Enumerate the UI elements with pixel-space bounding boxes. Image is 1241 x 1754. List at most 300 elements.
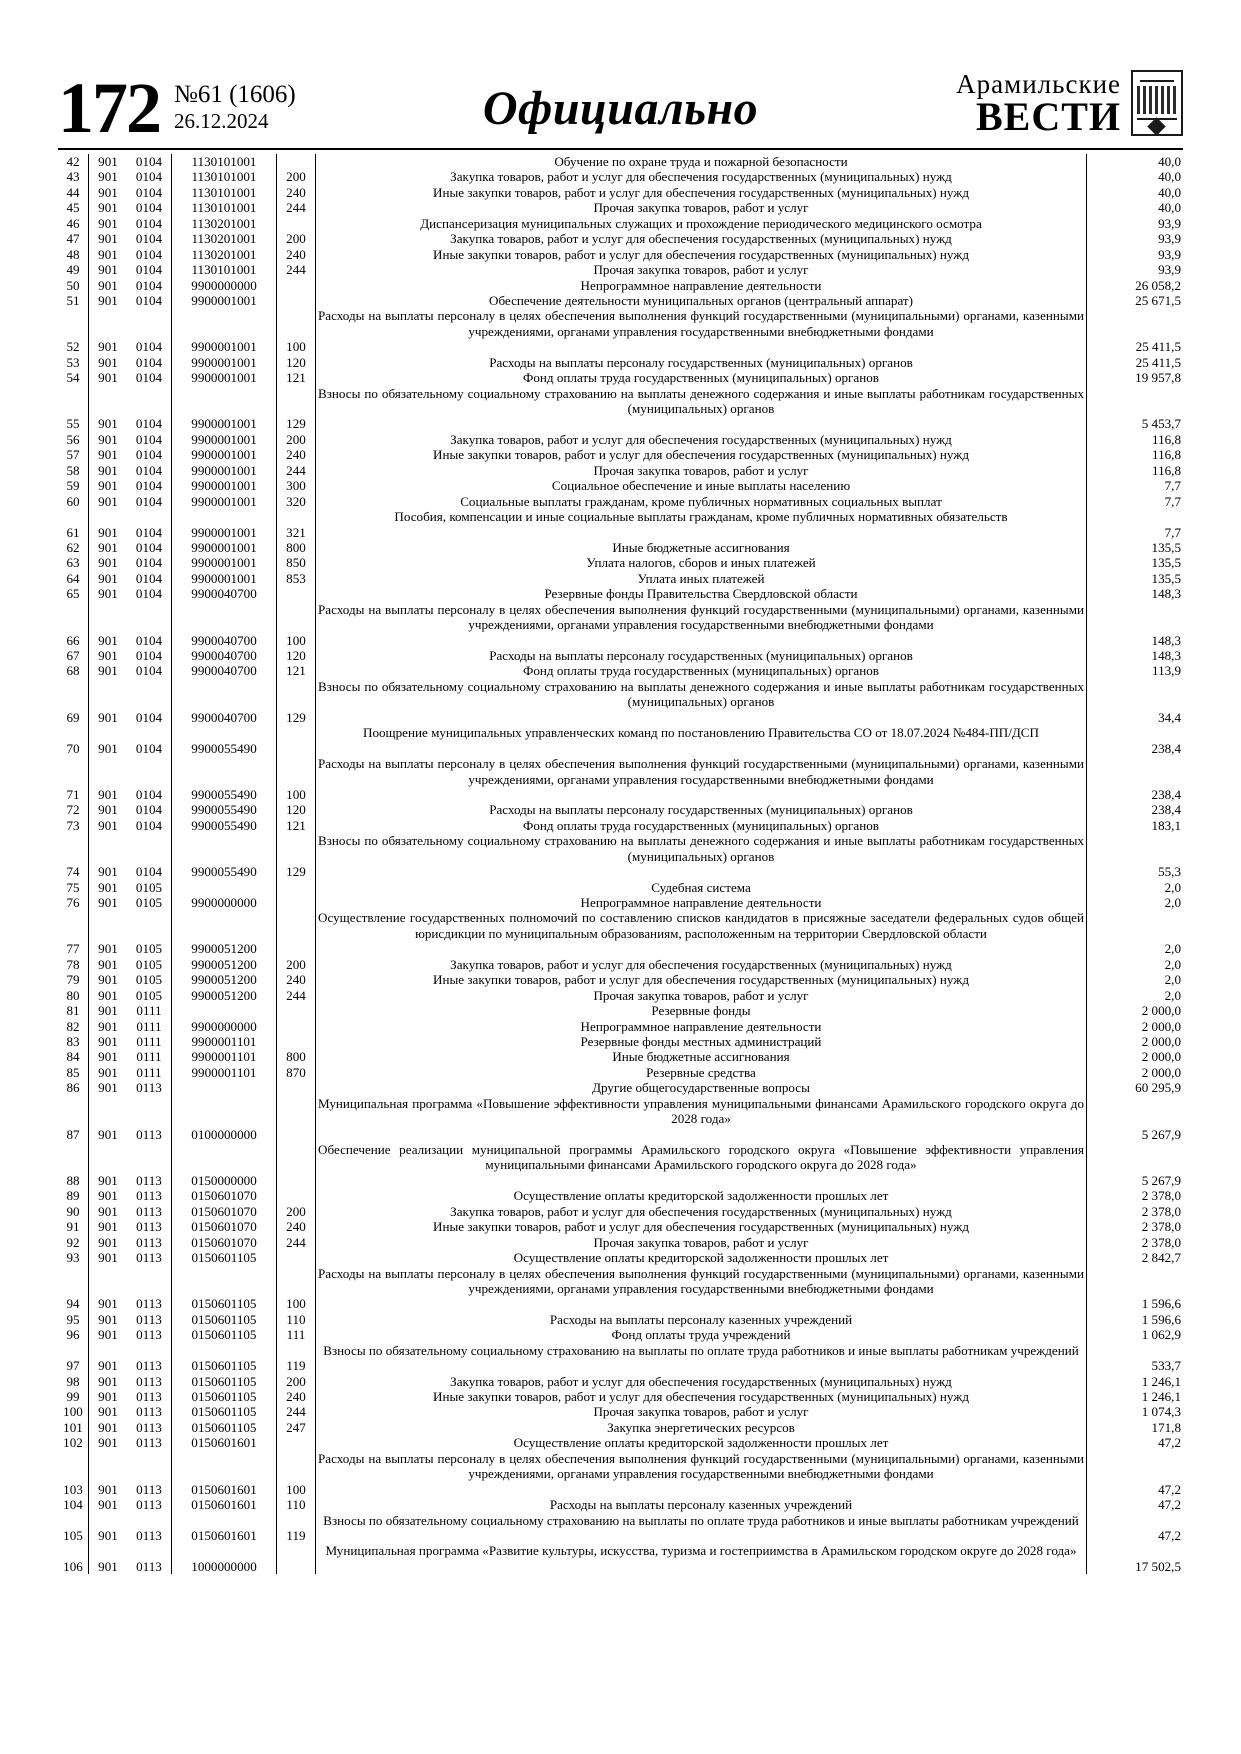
cell-number: 71 — [58, 787, 89, 802]
cell-razdel: 0105 — [127, 895, 172, 910]
cell-sum: 1 074,3 — [1087, 1404, 1184, 1419]
cell-razdel: 0113 — [127, 1497, 172, 1512]
cell-name: Социальные выплаты гражданам, кроме публичных нормативных социальных выплат — [460, 493, 942, 509]
cell-sum: 238,4 — [1087, 787, 1184, 802]
cell-name: Фонд оплаты труда государственных (муниципальных) органов — [523, 663, 879, 679]
cell-vid: 200 — [277, 1374, 316, 1389]
cell-vedomstvo: 901 — [98, 864, 118, 880]
cell-vedomstvo: 901 — [98, 632, 118, 648]
cell-name: Муниципальная программа «Развитие культуры, искусства, туризма и гостеприимства в Арамильском городском округе до 2028 года» — [325, 1543, 1077, 1559]
cell-vid — [277, 1188, 316, 1203]
cell-sum: 40,0 — [1087, 169, 1184, 184]
cell-razdel: 0113 — [127, 1404, 172, 1419]
cell-vid: 240 — [277, 247, 316, 262]
cell-razdel: 0104 — [127, 169, 172, 184]
cell-vid: 240 — [277, 972, 316, 987]
cell-sum: 26 058,2 — [1087, 278, 1184, 293]
cell-vedomstvo — [89, 308, 128, 339]
cell-sum: 17 502,5 — [1087, 1559, 1184, 1574]
cell-number: 80 — [58, 988, 89, 1003]
cell-number: 96 — [58, 1327, 89, 1342]
cell-target-code: 0150601105 — [172, 1327, 277, 1342]
cell-target-code: 9900051200 — [172, 957, 277, 972]
cell-target-code: 1000000000 — [172, 1559, 277, 1574]
cell-vid — [277, 1451, 316, 1482]
cell-vedomstvo — [89, 1142, 128, 1173]
cell-number: 57 — [58, 447, 89, 462]
cell-vid — [277, 154, 316, 169]
cell-name — [316, 1559, 1087, 1574]
cell-vedomstvo: 901 — [98, 1018, 118, 1034]
cell-vedomstvo: 901 — [98, 1404, 118, 1420]
cell-target-code: 0150601105 — [172, 1296, 277, 1311]
cell-sum: 40,0 — [1087, 154, 1184, 169]
cell-sum — [1087, 386, 1184, 417]
cell-number: 46 — [58, 216, 89, 231]
cell-razdel: 0113 — [127, 1188, 172, 1203]
cell-name — [316, 1482, 1087, 1497]
cell-name: Иные бюджетные ассигнования — [612, 539, 790, 555]
cell-vid: 244 — [277, 988, 316, 1003]
cell-vid — [277, 679, 316, 710]
brand-line-1: Арамильские — [956, 68, 1121, 99]
cell-razdel: 0104 — [127, 247, 172, 262]
cell-target-code: 9900040700 — [172, 586, 277, 601]
cell-name — [316, 710, 1087, 725]
table-row — [58, 432, 1183, 447]
cell-name — [316, 1358, 1087, 1373]
cell-sum — [1087, 602, 1184, 633]
cell-number: 68 — [58, 663, 89, 678]
cell-razdel — [127, 1513, 172, 1528]
cell-target-code: 0150601601 — [172, 1497, 277, 1512]
cell-name: Обеспечение деятельности муниципальных органов (центральный аппарат) — [488, 292, 914, 308]
table-row-continuation — [58, 679, 1183, 710]
cell-vid: 244 — [277, 463, 316, 478]
table-row — [58, 741, 1183, 756]
cell-number: 52 — [58, 339, 89, 354]
cell-razdel: 0113 — [127, 1482, 172, 1497]
cell-target-code: 9900001001 — [172, 416, 277, 431]
cell-vid: 321 — [277, 525, 316, 540]
cell-target-code: 9900001001 — [172, 432, 277, 447]
cell-number — [58, 1142, 89, 1173]
cell-name: Иные закупки товаров, работ и услуг для обеспечения государственных (муниципальных) нужд — [433, 1219, 969, 1235]
cell-sum: 25 671,5 — [1087, 293, 1184, 308]
cell-sum: 2,0 — [1087, 941, 1184, 956]
section-title: Официально — [482, 82, 759, 135]
cell-razdel: 0104 — [127, 432, 172, 447]
table-row — [58, 972, 1183, 987]
cell-vid: 800 — [277, 540, 316, 555]
cell-number: 48 — [58, 247, 89, 262]
cell-razdel: 0105 — [127, 957, 172, 972]
cell-razdel: 0104 — [127, 231, 172, 246]
cell-razdel: 0113 — [127, 1127, 172, 1142]
cell-name — [316, 864, 1087, 879]
cell-target-code: 0150601105 — [172, 1420, 277, 1435]
cell-razdel — [127, 833, 172, 864]
cell-vedomstvo: 901 — [98, 1481, 118, 1497]
cell-name — [316, 1127, 1087, 1142]
cell-vid — [277, 1435, 316, 1450]
cell-target-code: 9900001001 — [172, 293, 277, 308]
cell-sum: 148,3 — [1087, 648, 1184, 663]
masthead — [58, 0, 1183, 148]
table-row — [58, 247, 1183, 262]
cell-name: Обучение по охране труда и пожарной безопасности — [554, 154, 848, 169]
cell-razdel: 0111 — [127, 1065, 172, 1080]
cell-sum: 93,9 — [1087, 262, 1184, 277]
cell-vid — [277, 1080, 316, 1095]
cell-name: Иные закупки товаров, работ и услуг для обеспечения государственных (муниципальных) нужд — [433, 246, 969, 262]
cell-target-code: 0150601601 — [172, 1528, 277, 1543]
cell-number: 79 — [58, 972, 89, 987]
cell-name: Уплата иных платежей — [637, 570, 765, 586]
cell-name: Осуществление государственных полномочий по составлению списков кандидатов в присяжные заседатели федеральных судов общей юрисдикции по муниципальным образованиям, расположенным на территории Свердловской области — [318, 910, 1084, 941]
cell-vedomstvo: 901 — [98, 1311, 118, 1327]
cell-target-code: 0150601105 — [172, 1250, 277, 1265]
cell-vedomstvo: 901 — [98, 524, 118, 540]
cell-vid — [277, 910, 316, 941]
cell-target-code: 0150601070 — [172, 1235, 277, 1250]
cell-number — [58, 910, 89, 941]
cell-vid — [277, 509, 316, 524]
cell-name: Закупка энергетических ресурсов — [607, 1419, 795, 1435]
cell-number — [58, 1543, 89, 1558]
table-row-continuation — [58, 833, 1183, 864]
cell-target-code: 9900001001 — [172, 463, 277, 478]
cell-sum: 116,8 — [1087, 432, 1184, 447]
cell-vid: 200 — [277, 169, 316, 184]
cell-sum — [1087, 509, 1184, 524]
cell-vedomstvo — [89, 833, 128, 864]
cell-name: Расходы на выплаты персоналу в целях обеспечения выполнения функций государственными (муниципальными) органами, казенными учреждениями, органами управления государственными внебюджетными фондами — [318, 1450, 1084, 1482]
cell-number: 81 — [58, 1003, 89, 1018]
cell-vedomstvo: 901 — [98, 493, 118, 509]
cell-target-code — [172, 1142, 277, 1173]
table-row — [58, 1482, 1183, 1497]
cell-target-code: 9900055490 — [172, 802, 277, 817]
cell-vedomstvo: 901 — [98, 431, 118, 447]
cell-number: 89 — [58, 1188, 89, 1203]
cell-sum: 2 000,0 — [1087, 1003, 1184, 1018]
header-divider — [58, 148, 1183, 150]
table-row — [58, 988, 1183, 1003]
table-row — [58, 154, 1183, 169]
cell-number: 97 — [58, 1358, 89, 1373]
cell-razdel: 0104 — [127, 633, 172, 648]
cell-sum: 93,9 — [1087, 247, 1184, 262]
cell-razdel: 0104 — [127, 525, 172, 540]
table-row — [58, 648, 1183, 663]
cell-sum — [1087, 1451, 1184, 1482]
cell-name: Пособия, компенсации и иные социальные выплаты гражданам, кроме публичных нормативных обязательств — [394, 509, 1008, 525]
table-row — [58, 1080, 1183, 1095]
cell-sum: 2 000,0 — [1087, 1049, 1184, 1064]
cell-vid — [277, 833, 316, 864]
cell-razdel: 0104 — [127, 540, 172, 555]
table-row — [58, 1188, 1183, 1203]
cell-vid: 120 — [277, 648, 316, 663]
cell-number: 88 — [58, 1173, 89, 1188]
cell-vid — [277, 1543, 316, 1558]
cell-number — [58, 509, 89, 524]
cell-number — [58, 386, 89, 417]
cell-vid: 300 — [277, 478, 316, 493]
cell-razdel: 0104 — [127, 339, 172, 354]
issue-date: 26.12.2024 — [174, 109, 269, 134]
cell-vid — [277, 941, 316, 956]
cell-vid: 121 — [277, 818, 316, 833]
cell-sum: 5 267,9 — [1087, 1127, 1184, 1142]
table-row — [58, 787, 1183, 802]
cell-name: Расходы на выплаты персоналу казенных учреждений — [549, 1497, 853, 1513]
cell-target-code: 9900051200 — [172, 988, 277, 1003]
cell-vid: 800 — [277, 1049, 316, 1064]
cell-razdel: 0105 — [127, 972, 172, 987]
table-row — [58, 525, 1183, 540]
cell-name: Диспансеризация муниципальных служащих и прохождение периодического медицинского осмотра — [420, 215, 982, 231]
cell-vedomstvo: 901 — [98, 555, 118, 571]
cell-vedomstvo — [89, 1513, 128, 1528]
cell-name: Расходы на выплаты персоналу в целях обеспечения выполнения функций государственными (муниципальными) органами, казенными учреждениями, органами управления государственными внебюджетными фондами — [318, 756, 1084, 787]
cell-vid — [277, 1173, 316, 1188]
cell-razdel: 0104 — [127, 185, 172, 200]
cell-razdel: 0104 — [127, 802, 172, 817]
cell-number: 90 — [58, 1204, 89, 1219]
table-row — [58, 1528, 1183, 1543]
cell-vedomstvo: 901 — [98, 246, 118, 262]
cell-vid — [277, 880, 316, 895]
cell-name: Расходы на выплаты персоналу государственных (муниципальных) органов — [489, 354, 913, 370]
cell-razdel: 0104 — [127, 463, 172, 478]
cell-razdel: 0104 — [127, 494, 172, 509]
table-row — [58, 1435, 1183, 1450]
cell-sum: 2 378,0 — [1087, 1188, 1184, 1203]
table-row-continuation — [58, 910, 1183, 941]
cell-vedomstvo: 901 — [98, 1219, 118, 1235]
cell-number: 101 — [58, 1420, 89, 1435]
cell-razdel: 0104 — [127, 355, 172, 370]
cell-sum — [1087, 1142, 1184, 1173]
cell-number: 60 — [58, 494, 89, 509]
cell-name: Резервные фонды — [651, 1003, 751, 1019]
cell-target-code — [172, 833, 277, 864]
cell-sum: 116,8 — [1087, 463, 1184, 478]
cell-name: Осуществление оплаты кредиторской задолженности прошлых лет — [513, 1435, 889, 1451]
table-row — [58, 957, 1183, 972]
cell-razdel — [127, 1451, 172, 1482]
cell-name: Социальное обеспечение и иные выплаты населению — [551, 478, 851, 494]
cell-number — [58, 1096, 89, 1127]
table-row — [58, 1173, 1183, 1188]
cell-number: 77 — [58, 941, 89, 956]
cell-vid — [277, 1559, 316, 1574]
table-row — [58, 1327, 1183, 1342]
cell-vedomstvo — [89, 386, 128, 417]
cell-target-code: 0150601105 — [172, 1312, 277, 1327]
table-row — [58, 1235, 1183, 1250]
cell-target-code — [172, 910, 277, 941]
cell-sum: 5 267,9 — [1087, 1173, 1184, 1188]
cell-number: 104 — [58, 1497, 89, 1512]
table-row-continuation — [58, 1142, 1183, 1173]
cell-number — [58, 1266, 89, 1297]
table-row — [58, 1358, 1183, 1373]
cell-vedomstvo: 901 — [98, 1419, 118, 1435]
cell-vedomstvo: 901 — [98, 1497, 118, 1513]
cell-number: 84 — [58, 1049, 89, 1064]
cell-target-code: 9900001001 — [172, 571, 277, 586]
cell-number: 99 — [58, 1389, 89, 1404]
cell-sum: 60 295,9 — [1087, 1080, 1184, 1095]
cell-vid: 110 — [277, 1312, 316, 1327]
cell-target-code — [172, 725, 277, 740]
cell-vedomstvo: 901 — [98, 941, 118, 957]
cell-target-code: 9900001101 — [172, 1065, 277, 1080]
cell-number: 59 — [58, 478, 89, 493]
cell-number — [58, 1343, 89, 1358]
cell-vid — [277, 1096, 316, 1127]
table-row — [58, 231, 1183, 246]
cell-vedomstvo: 901 — [98, 663, 118, 679]
cell-number — [58, 679, 89, 710]
cell-sum: 7,7 — [1087, 525, 1184, 540]
table-row — [58, 1250, 1183, 1265]
cell-name — [316, 339, 1087, 354]
cell-vid: 247 — [277, 1420, 316, 1435]
cell-vedomstvo: 901 — [98, 169, 118, 185]
cell-razdel: 0111 — [127, 1003, 172, 1018]
cell-vid: 129 — [277, 864, 316, 879]
cell-number: 61 — [58, 525, 89, 540]
cell-number: 74 — [58, 864, 89, 879]
cell-sum — [1087, 679, 1184, 710]
cell-vedomstvo: 901 — [98, 972, 118, 988]
cell-razdel: 0113 — [127, 1327, 172, 1342]
cell-razdel: 0113 — [127, 1173, 172, 1188]
table-row-continuation — [58, 1266, 1183, 1297]
cell-sum — [1087, 1266, 1184, 1297]
cell-number: 54 — [58, 370, 89, 385]
cell-name: Расходы на выплаты персоналу в целях обеспечения выполнения функций государственными (муниципальными) органами, казенными учреждениями, органами управления государственными внебюджетными фондами — [318, 308, 1084, 339]
cell-name: Иные закупки товаров, работ и услуг для обеспечения государственных (муниципальных) нужд — [433, 1389, 969, 1404]
cell-vid — [277, 586, 316, 601]
cell-razdel: 0104 — [127, 555, 172, 570]
cell-vid — [277, 1343, 316, 1358]
cell-vid — [277, 1250, 316, 1265]
cell-sum: 533,7 — [1087, 1358, 1184, 1373]
cell-target-code: 9900000000 — [172, 895, 277, 910]
cell-sum: 171,8 — [1087, 1420, 1184, 1435]
cell-sum: 2,0 — [1087, 895, 1184, 910]
cell-target-code — [172, 679, 277, 710]
cell-number: 47 — [58, 231, 89, 246]
cell-name: Прочая закупка товаров, работ и услуг — [593, 987, 809, 1003]
cell-vedomstvo: 901 — [98, 478, 118, 494]
table-row — [58, 1420, 1183, 1435]
cell-vedomstvo: 901 — [98, 802, 118, 818]
cell-vid — [277, 741, 316, 756]
cell-target-code: 0100000000 — [172, 1127, 277, 1142]
cell-vid — [277, 386, 316, 417]
table-row — [58, 880, 1183, 895]
table-row — [58, 293, 1183, 308]
cell-sum: 2 378,0 — [1087, 1235, 1184, 1250]
cell-target-code: 0150601105 — [172, 1358, 277, 1373]
cell-vedomstvo: 901 — [98, 447, 118, 463]
cell-name: Расходы на выплаты персоналу в целях обеспечения выполнения функций государственными (муниципальными) органами, казенными учреждениями, органами управления государственными внебюджетными фондами — [318, 601, 1084, 633]
cell-number: 51 — [58, 293, 89, 308]
cell-target-code: 9900001001 — [172, 525, 277, 540]
cell-sum — [1087, 1343, 1184, 1358]
cell-vedomstvo — [89, 1266, 128, 1297]
cell-number: 83 — [58, 1034, 89, 1049]
cell-vedomstvo: 901 — [98, 1558, 118, 1574]
cell-sum: 47,2 — [1087, 1497, 1184, 1512]
cell-vid: 100 — [277, 787, 316, 802]
cell-sum: 55,3 — [1087, 864, 1184, 879]
cell-target-code: 9900051200 — [172, 972, 277, 987]
cell-vid — [277, 1266, 316, 1297]
cell-name: Поощрение муниципальных управленческих команд по постановлению Правительства СО от 18.07.2024 №484-ПП/ДСП — [362, 725, 1039, 741]
table-row — [58, 941, 1183, 956]
cell-razdel — [127, 1343, 172, 1358]
cell-name: Иные закупки товаров, работ и услуг для обеспечения государственных (муниципальных) нужд — [433, 447, 969, 463]
table-row — [58, 1003, 1183, 1018]
cell-number: 106 — [58, 1559, 89, 1574]
cell-razdel: 0113 — [127, 1528, 172, 1543]
cell-target-code: 9900055490 — [172, 864, 277, 879]
cell-target-code: 0150601070 — [172, 1219, 277, 1234]
cell-razdel: 0113 — [127, 1389, 172, 1404]
cell-target-code: 1130101001 — [172, 185, 277, 200]
cell-sum: 1 596,6 — [1087, 1296, 1184, 1311]
cell-vedomstvo: 901 — [98, 570, 118, 586]
cell-number: 44 — [58, 185, 89, 200]
cell-razdel: 0104 — [127, 262, 172, 277]
cell-vedomstvo: 901 — [98, 231, 118, 247]
cell-target-code: 0150601105 — [172, 1389, 277, 1404]
cell-number — [58, 756, 89, 787]
cell-vid: 100 — [277, 633, 316, 648]
cell-sum: 40,0 — [1087, 185, 1184, 200]
cell-vid: 200 — [277, 432, 316, 447]
cell-vid: 100 — [277, 1482, 316, 1497]
cell-razdel — [127, 725, 172, 740]
cell-target-code: 9900001001 — [172, 478, 277, 493]
cell-vid: 100 — [277, 339, 316, 354]
cell-vedomstvo: 901 — [98, 1064, 118, 1080]
cell-number: 87 — [58, 1127, 89, 1142]
cell-name: Взносы по обязательному социальному страхованию на выплаты денежного содержания и иные выплаты работникам государственных (муниципальных) органов — [318, 678, 1084, 710]
cell-number: 98 — [58, 1374, 89, 1389]
cell-vedomstvo: 901 — [98, 740, 118, 756]
cell-target-code — [172, 1543, 277, 1558]
cell-vid: 244 — [277, 200, 316, 215]
table-row — [58, 802, 1183, 817]
cell-number: 53 — [58, 355, 89, 370]
cell-vid — [277, 1142, 316, 1173]
cell-name: Фонд оплаты труда государственных (муниципальных) органов — [523, 370, 879, 386]
cell-target-code — [172, 1451, 277, 1482]
cell-sum: 19 957,8 — [1087, 370, 1184, 385]
table-row-continuation — [58, 1343, 1183, 1358]
cell-target-code: 0150000000 — [172, 1173, 277, 1188]
cell-target-code: 9900040700 — [172, 710, 277, 725]
cell-sum: 25 411,5 — [1087, 355, 1184, 370]
